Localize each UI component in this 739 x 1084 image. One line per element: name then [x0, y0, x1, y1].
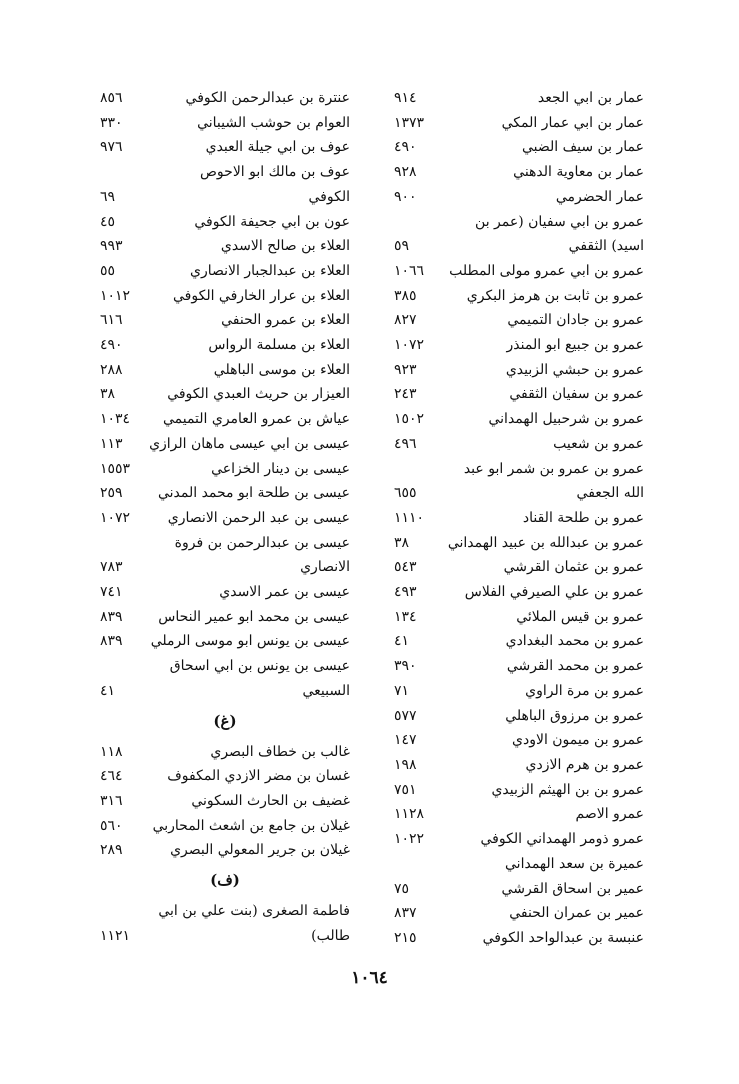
- index-entry: [100, 333, 350, 358]
- entry-name: عيسى بن عبدالرحمن بن فروة: [174, 534, 350, 551]
- entry-name: طالب): [311, 927, 350, 944]
- index-entry: [100, 580, 350, 605]
- entry-page-number: ١٥٥٣: [100, 460, 131, 477]
- entry-page-number: ٧٨٣: [100, 559, 123, 576]
- entry-page-number: ٤٩٠: [100, 337, 123, 354]
- entry-name: عيسى بن ابي عيسى ماهان الرازي: [149, 435, 350, 452]
- index-entry: [394, 308, 644, 333]
- entry-name: عمير بن اسحاق القرشي: [501, 880, 644, 897]
- index-entry: [100, 457, 350, 482]
- entry-page-number: ٢٤٣: [394, 386, 417, 403]
- entry-page-number: ٤٩٣: [394, 584, 417, 601]
- entry-page-number: ٣٨٥: [394, 287, 417, 304]
- index-entry: [394, 333, 644, 358]
- left-column-section-ghain: [100, 740, 350, 864]
- entry-name: عمار بن ابي الجعد: [537, 90, 644, 106]
- entry-name: عياش بن عمرو العامري التميمي: [162, 411, 350, 428]
- index-entry: [100, 382, 350, 407]
- index-entry: [394, 877, 644, 902]
- entry-name: عمرو بن محمد القرشي: [506, 658, 644, 675]
- index-entry: [394, 111, 644, 136]
- index-entry: [100, 407, 350, 432]
- index-entry: [394, 86, 644, 111]
- entry-page-number: ٣٣٠: [100, 114, 123, 131]
- entry-page-number: ٩٢٨: [394, 164, 417, 181]
- index-entry: [394, 382, 644, 407]
- entry-name: العلاء بن صالح الاسدي: [220, 238, 350, 255]
- index-entry: [100, 838, 350, 863]
- entry-name: عيسى بن دينار الخزاعي: [211, 460, 350, 477]
- entry-page-number: ٩٢٣: [394, 361, 417, 378]
- entry-name: عنترة بن عبدالرحمن الكوفي: [185, 90, 350, 106]
- index-entry: [100, 764, 350, 789]
- entry-page-number: ١٠٧٢: [100, 509, 131, 526]
- entry-name: غيلان بن جامع بن اشعث المحاربي: [152, 817, 350, 834]
- entry-name: غسان بن مضر الازدي المكفوف: [167, 768, 350, 785]
- entry-name: عمرو بن حبشي الزبيدي: [505, 361, 644, 378]
- index-entry: [394, 728, 644, 753]
- index-entry: [394, 679, 644, 704]
- index-entry: [100, 86, 350, 111]
- entry-page-number: ١١٢٨: [394, 806, 425, 823]
- index-entry: [100, 308, 350, 333]
- entry-name: عيسى بن محمد ابو عمير النحاس: [158, 608, 350, 625]
- entry-page-number: ٢٨٩: [100, 842, 123, 859]
- entry-name: عمرو بن علي الصيرفي الفلاس: [464, 584, 644, 601]
- entry-name: عيسى بن يونس بن ابي اسحاق: [169, 658, 350, 675]
- entry-page-number: ١٠٦٦: [394, 262, 425, 279]
- entry-page-number: ١٠٧٢: [394, 337, 425, 354]
- entry-name: العلاء بن عبدالجبار الانصاري: [189, 262, 350, 279]
- entry-page-number: ٤٥: [100, 213, 116, 230]
- entry-name: العلاء بن عرار الخارفي الكوفي: [173, 287, 350, 304]
- entry-page-number: ١٠١٢: [100, 287, 131, 304]
- entry-name: عمرو بن محمد البغدادي: [505, 633, 644, 650]
- index-entry: [100, 924, 350, 949]
- index-entry: [394, 160, 644, 185]
- left-column-section-fa: [100, 899, 350, 948]
- index-entry: [394, 555, 644, 580]
- index-entry: [394, 901, 644, 926]
- entry-page-number: ٩٧٦: [100, 139, 123, 156]
- index-entry: [100, 789, 350, 814]
- entry-name: عوف بن ابي جيلة العبدي: [205, 139, 350, 156]
- entry-page-number: ١١٣: [100, 435, 123, 452]
- entry-name: عمرو بن جادان التميمي: [507, 312, 644, 329]
- index-entry: [100, 506, 350, 531]
- entry-page-number: ٥٦٠: [100, 817, 123, 834]
- entry-name: عيسى بن يونس ابو موسى الرملي: [150, 633, 350, 650]
- entry-page-number: ٨٥٦: [100, 90, 123, 106]
- entry-name: عمرو بن ابي سفيان (عمر بن: [475, 213, 644, 230]
- index-entry: [394, 135, 644, 160]
- entry-name: العوام بن حوشب الشيباني: [197, 114, 350, 131]
- entry-page-number: ٧٥: [394, 880, 410, 897]
- index-entry: [394, 284, 644, 309]
- entry-name: عمرو بن مرزوق الباهلي: [505, 707, 644, 724]
- entry-page-number: ٨٣٩: [100, 608, 123, 625]
- entry-page-number: ١٥٠٢: [394, 411, 425, 428]
- entry-name: العلاء بن مسلمة الرواس: [208, 337, 350, 354]
- entry-page-number: ٧٤١: [100, 584, 123, 601]
- index-entry: [100, 531, 350, 556]
- entry-page-number: ٤٩٠: [394, 139, 417, 156]
- index-entry: [394, 926, 644, 951]
- index-entry: [100, 160, 350, 185]
- index-entry: [394, 259, 644, 284]
- index-entry: [394, 580, 644, 605]
- entry-name: عمار الحضرمي: [555, 188, 644, 205]
- index-entry: [100, 358, 350, 383]
- entry-name: عنبسة بن عبدالواحد الكوفي: [482, 929, 644, 946]
- section-heading-fa: (ف): [210, 871, 240, 890]
- index-entry: [394, 605, 644, 630]
- index-entry: [394, 234, 644, 259]
- index-entry: [100, 135, 350, 160]
- entry-name: عمرو بن شعيب: [553, 435, 644, 452]
- index-entry: [394, 629, 644, 654]
- entry-name: عمرو بن ثابت بن هرمز البكري: [466, 287, 644, 304]
- entry-name: عون بن ابي جحيفة الكوفي: [194, 213, 350, 230]
- entry-name: عمرو بن عمرو بن شمر ابو عبد: [463, 460, 644, 477]
- entry-page-number: ٧٥١: [394, 781, 417, 798]
- entry-page-number: ١١٢١: [100, 927, 131, 944]
- entry-page-number: ١٣٧٣: [394, 114, 425, 131]
- index-entry: [100, 555, 350, 580]
- index-entry: [100, 111, 350, 136]
- index-entry: [100, 629, 350, 654]
- index-entry: [394, 753, 644, 778]
- index-entry: [394, 210, 644, 235]
- index-entry: [394, 506, 644, 531]
- entry-page-number: ١٣٤: [394, 608, 417, 625]
- entry-name: عميرة بن سعد الهمداني: [505, 855, 644, 872]
- index-entry: [394, 185, 644, 210]
- entry-page-number: ١٠٢٢: [394, 831, 425, 848]
- entry-name: عمار بن معاوية الدهني: [513, 164, 644, 181]
- index-entry: [100, 654, 350, 679]
- entry-name: عيسى بن عمر الاسدي: [219, 584, 350, 601]
- entry-name: العلاء بن عمرو الحنفي: [221, 312, 350, 329]
- entry-page-number: ١٠٣٤: [100, 411, 131, 428]
- right-column: [394, 86, 644, 951]
- entry-page-number: ٦١٦: [100, 312, 123, 329]
- entry-name: غضيف بن الحارث السكوني: [191, 792, 350, 809]
- entry-name: الله الجعفي: [576, 485, 644, 502]
- index-entry: [100, 740, 350, 765]
- index-entry: [100, 259, 350, 284]
- index-entry: [394, 358, 644, 383]
- index-entry: [394, 481, 644, 506]
- entry-page-number: ٤١: [394, 633, 410, 650]
- entry-name: الكوفي: [308, 188, 350, 205]
- entry-name: عمرو بن شرحبيل الهمداني: [488, 411, 644, 428]
- entry-page-number: ٣٨: [394, 534, 410, 551]
- index-entry: [100, 210, 350, 235]
- entry-name: غالب بن خطاف البصري: [210, 743, 350, 760]
- entry-name: الانصاري: [300, 559, 350, 576]
- entry-page-number: ٨٣٧: [394, 905, 417, 922]
- entry-name: عمرو بن طلحة القناد: [522, 509, 644, 526]
- index-entry: [100, 899, 350, 924]
- entry-page-number: ٢٥٩: [100, 485, 123, 502]
- entry-name: العيزار بن حريث العبدي الكوفي: [167, 386, 350, 403]
- left-column: [100, 86, 350, 949]
- entry-name: عيسى بن عبد الرحمن الانصاري: [167, 509, 350, 526]
- index-entry: [394, 827, 644, 852]
- entry-name: عمير بن عمران الحنفي: [509, 905, 644, 922]
- entry-page-number: ٥٩: [394, 238, 410, 255]
- entry-name: عمرو بن بن الهيثم الزبيدي: [491, 781, 644, 798]
- entry-page-number: ٥٥: [100, 262, 116, 279]
- entry-page-number: ٣٨: [100, 386, 116, 403]
- entry-page-number: ٢١٥: [394, 929, 417, 946]
- entry-name: غيلان بن جرير المعولي البصري: [170, 842, 350, 859]
- entry-name: عمرو بن سفيان الثقفي: [509, 386, 644, 403]
- entry-page-number: ١٩٨: [394, 756, 417, 773]
- entry-name: عمرو بن قيس الملائي: [516, 608, 644, 625]
- entry-page-number: ٨٢٧: [394, 312, 417, 329]
- index-entry: [394, 852, 644, 877]
- entry-page-number: ١٤٧: [394, 732, 417, 749]
- index-entry: [100, 605, 350, 630]
- entry-name: عمرو بن ابي عمرو مولى المطلب: [449, 262, 644, 279]
- entry-name: عمار بن سيف الضبي: [521, 139, 644, 156]
- entry-name: اسيد) الثقفي: [568, 238, 644, 255]
- entry-name: عمرو ذومر الهمداني الكوفي: [480, 831, 644, 848]
- entry-page-number: ٥٤٣: [394, 559, 417, 576]
- entry-page-number: ٩١٤: [394, 90, 417, 106]
- entry-page-number: ٩٠٠: [394, 188, 417, 205]
- index-entry: [100, 679, 350, 704]
- index-entry: [394, 778, 644, 803]
- entry-name: العلاء بن موسى الباهلي: [213, 361, 350, 378]
- entry-name: عمرو بن مرة الراوي: [525, 682, 644, 699]
- entry-page-number: ٤٩٦: [394, 435, 417, 452]
- entry-page-number: ٥٧٧: [394, 707, 417, 724]
- entry-page-number: ٦٥٥: [394, 485, 417, 502]
- index-entry: [394, 531, 644, 556]
- entry-name: عمرو بن عثمان القرشي: [503, 559, 644, 576]
- left-column-section-ain: [100, 86, 350, 704]
- index-entry: [100, 284, 350, 309]
- entry-name: عيسى بن طلحة ابو محمد المدني: [157, 485, 350, 502]
- entry-page-number: ١١١٠: [394, 509, 425, 526]
- index-entry: [100, 481, 350, 506]
- entry-name: عمرو الاصم: [575, 806, 644, 823]
- entry-name: عمار بن ابي عمار المكي: [501, 114, 644, 131]
- index-entry: [100, 185, 350, 210]
- entry-name: السبيعي: [302, 682, 350, 699]
- index-entry: [394, 654, 644, 679]
- index-entry: [100, 814, 350, 839]
- entry-page-number: ٦٩: [100, 188, 116, 205]
- entry-page-number: ٤١: [100, 682, 116, 699]
- entry-name: عوف بن مالك ابو الاحوص: [200, 164, 350, 181]
- entry-name: عمرو بن عبدالله بن عبيد الهمداني: [447, 534, 644, 551]
- section-heading-ghain: (غ): [213, 711, 237, 730]
- index-entry: [100, 234, 350, 259]
- entry-page-number: ٤٦٤: [100, 768, 123, 785]
- index-entry: [394, 432, 644, 457]
- index-entry: [100, 432, 350, 457]
- index-entry: [394, 457, 644, 482]
- entry-page-number: ٣١٦: [100, 792, 123, 809]
- entry-name: عمرو بن ميمون الاودي: [512, 732, 644, 749]
- entry-page-number: ٩٩٣: [100, 238, 123, 255]
- entry-page-number: ٢٨٨: [100, 361, 123, 378]
- entry-name: عمرو بن جبيع ابو المنذر: [506, 337, 644, 354]
- entry-name: فاطمة الصغرى (بنت علي بن ابي: [158, 903, 350, 920]
- entry-page-number: ٣٩٠: [394, 658, 417, 675]
- index-entry: [394, 802, 644, 827]
- page-number: ١٠٦٤: [351, 968, 388, 988]
- entry-page-number: ٨٣٩: [100, 633, 123, 650]
- entry-page-number: ٧١: [394, 682, 410, 699]
- entry-name: عمرو بن هرم الازدي: [525, 756, 644, 773]
- entry-page-number: ١١٨: [100, 743, 123, 760]
- index-entry: [394, 407, 644, 432]
- index-entry: [394, 704, 644, 729]
